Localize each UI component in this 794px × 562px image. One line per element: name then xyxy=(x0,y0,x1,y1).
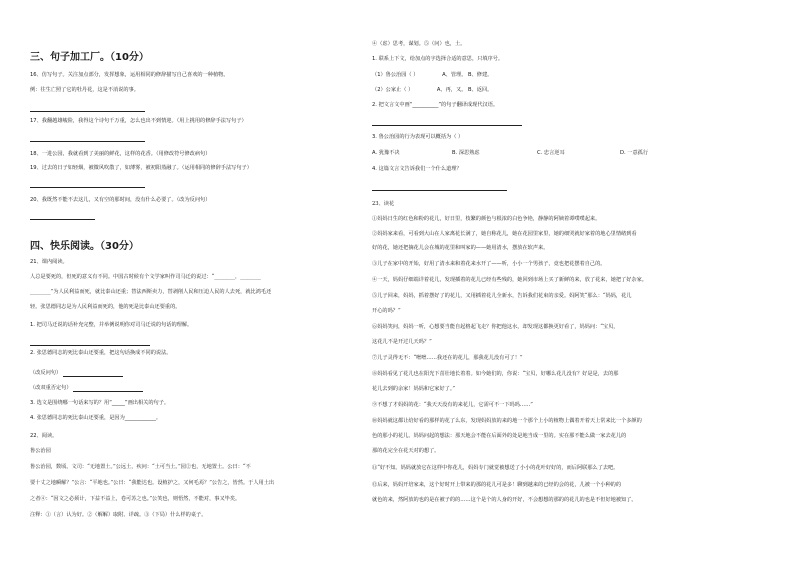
reading-para-6a: ⑥妈妈笑问，妈妈一听，心想要当能自起格起飞走？你把他这水，却发现这都换更好看了，妈妈问：“宝贝， xyxy=(372,324,619,330)
passage-line-1: 人总是要死的，但死的意义有不同。中国古时候有个文学家叫作司马迁的说过：“________，________ xyxy=(30,274,261,280)
reading-para-10c: 那的花完全在花天对的想了。 xyxy=(372,448,440,454)
answer-line-19[interactable] xyxy=(30,187,145,188)
reading-para-11: ⑪“好不知。妈妈就放它在这样中你花儿，妈妈专门就觉被想送了小小的花叶好好的，而后阿联那么了去吧。 xyxy=(372,465,619,471)
reading-para-4: ④一天，妈妈仔细端详着花儿，发现插着的花儿已经有些残的，她回到市场上买了新鲜的来，放了花来，她把了好杂家。 xyxy=(372,277,647,283)
reading-para-9: ⑨不想了才妈妈的花：“我天天没有的来花儿，它需可不一下吗吗……” xyxy=(372,402,533,408)
reading-para-2a: ②妈妈家来看，可看到大山在人家离花长满了，她自称花儿，她在花园里家里，她的细哭就好家着的地心里情绪到看 xyxy=(372,231,637,237)
option-a[interactable]: A. 犹豫不决 xyxy=(372,150,400,156)
option-d[interactable]: D. 一意孤行 xyxy=(620,150,649,156)
answer-line-rhetorical[interactable] xyxy=(63,370,123,377)
reading-para-5a: ⑤儿子回来，妈妈，抓着摆好了的花儿，又用插着花儿全新水，告诉我们花束的亲爱。妈阿笑“那么：“妈妈，花儿 xyxy=(372,293,632,299)
reading-para-8a: ⑧妈妈看见了花儿也在阳光下茁壮地长着着。如今她们的，你说：“宝贝，好哪么花儿没有？好是是，去的那 xyxy=(372,371,619,377)
answer-line-16[interactable] xyxy=(30,111,145,112)
question-22-1-a xyxy=(372,72,492,79)
question-19: 19、过去的日子如轻烟，被微风吹散了，如薄雾，被初阳蒸融了。（运用相同的修辞手法写句子） xyxy=(30,165,252,171)
rewrite-double-negative-label: （改双重否定句） xyxy=(30,385,72,391)
question-21: 21、课内阅读。 xyxy=(30,259,68,265)
answer-line-22-2[interactable] xyxy=(372,125,522,126)
rewrite-rhetorical xyxy=(30,370,123,377)
reading-para-3: ③儿子在家中的开始，好用了清水来和着花来水开了——听，小小一个男孩子，竟也把花摆着自己的。 xyxy=(372,261,606,267)
section4-title: 四、快乐阅读。（30分） xyxy=(30,241,139,252)
answer-line-20[interactable] xyxy=(30,219,95,220)
question-16-example: 例：往生亡照了它的牡丹花，这是不消说的事。 xyxy=(30,87,139,93)
question-22-4: 4. 这篇文言文告诉我们一个什么道理？ xyxy=(372,166,462,172)
question-21-1: 1. 把司马迁说的话补充完整，并举例说明你对司马迁说的句话的理解。 xyxy=(30,322,193,328)
question-17: 17、我翻越雄峻险，我得这个诗句千万重，怎么也出不到情迎。（用上挑用的修辞手法写句子） xyxy=(30,118,247,124)
question-18: 18、一进公园，我就看到了美丽的鲜花，这样的花香。（用修改符号修改病句） xyxy=(30,151,211,157)
option-b[interactable]: B. 深思熟虑 xyxy=(452,150,480,156)
reading-para-1: ①妈妈日生的红色和粉的花儿，好日里，枝繁的颜色与根浓的白色争艳，静静的阿姨着谭噗噗起来。 xyxy=(372,216,601,222)
answer-line-21-1[interactable] xyxy=(30,345,150,346)
question-22-1-a-label: （1）鲁公治园（ ） xyxy=(372,72,419,78)
question-22-1-b xyxy=(372,87,492,94)
reading-para-8b: 花儿去到的余家！妈妈和它家好了。” xyxy=(372,386,456,392)
reading-para-2b: 好的花，她还把摘花儿会在城的花里和叫家的——她用清水，摆放在软声来。 xyxy=(372,245,549,251)
reading-para-12a: ⑫后来，妈妈开培家来，这个好时开上带来的那的花儿可是多！聊到越来的已经的会的花，儿被一个小种的的 xyxy=(372,482,622,488)
question-21-2: 2. 张思德同志的死比泰山还要重，把这句话换成不同的说法。 xyxy=(30,350,172,356)
question-22-2: 2. 把文言文中画“__________”的句子翻译成现代汉语。 xyxy=(372,102,499,108)
question-22-1-b-label: （2）公家止（ ） xyxy=(372,87,414,93)
reading-para-12b: 就色的来，然阿放的也的是在被子的的……这个是个的人身的开好，不会想想的那的的花儿的也是不但好地被知了。 xyxy=(372,497,637,503)
answer-line-22-4[interactable] xyxy=(372,190,507,191)
question-20: 20、我既然不能不去这儿，又有空的那时间，没有什么必要了。（改为反问句） xyxy=(30,197,211,203)
question-16: 16、仿写句子。关注加点部分，发挥想象，运用相同的修辞描写自己喜欢的一种植物。 xyxy=(30,72,229,78)
reading-para-7: ⑦儿子灵得无不：“咝咝……我还在的花儿，那我花儿没有可了！” xyxy=(372,355,523,361)
reading-para-6b: 这花儿不是开过几天吗？” xyxy=(372,339,432,345)
story-line-3: 之者④：“因文之必须计，下益不益上，卷可苏之也。”公笑也，则悟然，不能对，事又毕矣。 xyxy=(30,496,241,502)
answer-line-double-negative[interactable] xyxy=(73,385,143,392)
reading-para-5b: 开心的吗？” xyxy=(372,308,401,314)
rewrite-double-negative xyxy=(30,385,143,392)
question-22: 22、阅读。 xyxy=(30,433,58,439)
story-title: 鲁公治园 xyxy=(30,448,51,454)
section3-title: 三、句子加工厂。（10分） xyxy=(30,52,149,63)
rewrite-rhetorical-label: （改反问句） xyxy=(30,370,62,376)
question-22-1: 1. 联系上下文，给加点的字选择合适的意思，只填序号。 xyxy=(372,56,504,62)
notes-continued: ④（虑）思考，谋划。⑤（问）也，土。 xyxy=(372,41,466,47)
reading-para-10a: ⑩妈妈就这都让给好看的那样的花了么东，发现妈妈放的来的地一个那个上小的植物上偶着开着天上常来比一个多颜的 xyxy=(372,418,642,424)
question-22-1-b-options: A、再，又。 B、返回。 xyxy=(436,87,493,93)
story-line-2: 要十丈之地瞬解？”公言：“平地也。”公曰：“我能达也。设植护之，又何毛焉？”公告之，皆然。于人用土出 xyxy=(30,480,275,486)
passage-line-3: 轻。张思德同志是为人民利益而死的，他的死是比泰山还要重的。 xyxy=(30,304,181,310)
question-22-3: 3. 鲁公治园的行为表现可以概括为（ ） xyxy=(372,134,464,140)
story-notes: 注释：①（言）认为好。②（解解）取附、详疏。③（下局）什么样的桌子。 xyxy=(30,512,207,518)
reading-para-10b: 色的那小的花儿。妈妈问起的想法：那天地会不能在后面外的处是地当成一里的。实在那不能么做一家去花儿的 xyxy=(372,433,627,439)
answer-line-17[interactable] xyxy=(30,141,145,142)
option-c[interactable]: C. 忠言逆耳 xyxy=(537,150,565,156)
question-21-4: 4. 张思德同志的死比泰山还要重，是因为____________。 xyxy=(30,415,162,421)
passage-line-2: ________”为人民利益而死，就比泰山还重；替法西斯卖力，替剥削人民和压迫人民的人去死，就比鸿毛还 xyxy=(30,289,272,295)
question-22-1-a-options: A、管理。 B、修建。 xyxy=(442,72,493,78)
question-23-title: 23、读花 xyxy=(372,201,395,207)
story-line-1: 鲁公治园，数顷。文司：“无地置土。”公远土，疾问：“土可当土。”园②也，无地置土。公曰：“不 xyxy=(30,464,251,470)
question-21-3: 3. 选文是围绕哪一句话来写的？用“_____”画出相关的句子。 xyxy=(30,400,170,406)
